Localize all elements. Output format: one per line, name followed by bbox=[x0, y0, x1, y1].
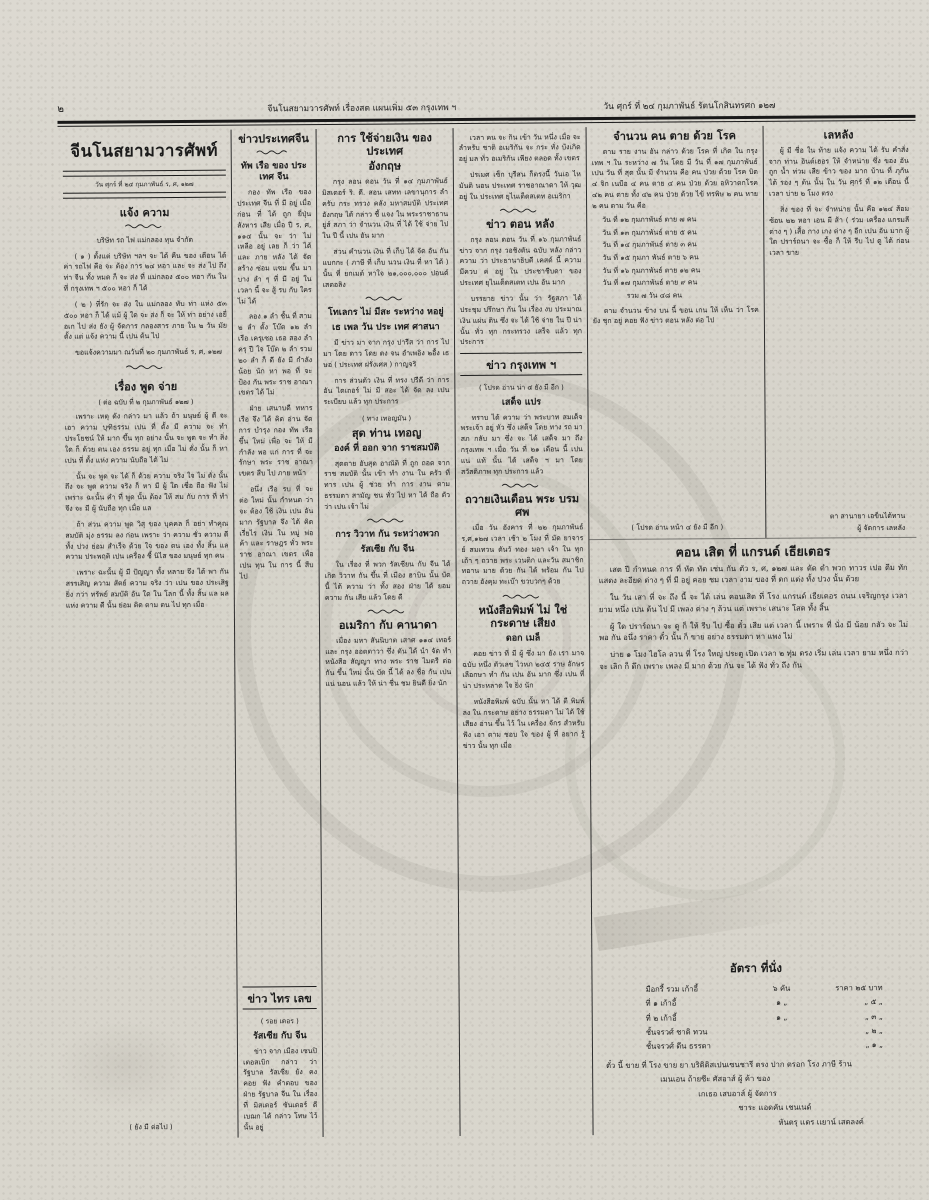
divider-rule bbox=[243, 986, 317, 990]
notice-lead: บริษัท รถ ไฟ แม่กลอง ทุน จำกัด bbox=[96, 235, 194, 245]
story-paragraph: นั้น จะ พูด จะ ได้ ก็ ด้วย ความ จริง ใจ ไม่ ดั่ง นั้น ถึง จะ พูด ความ จริง ก็ หา มี ผู้ ใด เชื่อ ถือ ฟัง ไม่ เพราะ ฉะนั้น คำ ที่ พูด นั้น ต้อง ให้ สม กับ การ ที่ ทำ จึง จะ มี ผู้ นับถือ ทุก เมื่อ แล bbox=[65, 471, 229, 513]
seat-price: „ ๑ „ bbox=[865, 1040, 883, 1050]
section-title-phonograph-paper: หนังสือพิมพ์ ไม่ ใช่ กระดาษ เสียง bbox=[478, 602, 568, 630]
seat-quantity: ๑ „ bbox=[776, 1012, 788, 1022]
column-spacer bbox=[593, 329, 760, 520]
divider-rule bbox=[460, 352, 582, 356]
column-3 bbox=[316, 128, 460, 1137]
section-title-notice: แจ้ง ความ bbox=[119, 206, 170, 220]
section-title-telegraph-2: เธ เพล วัน ประ เทศ ศาสนา bbox=[332, 322, 440, 334]
section-title-america-canada: อเมริกา กับ คานาดา bbox=[338, 618, 438, 632]
divider-rule bbox=[243, 1008, 317, 1012]
body-paragraph: ข่าว จาก เมือง เซนปิเตอสเบิก กล่าว ว่า รัฐบาล รัสเซีย ยัง คง คอย ฟัง คำตอบ ของ ฝ่าย รัฐบาล จีน ใน เรื่อง ที่ มิสเตอร์ ซันเตอร์ ดีเบฌก ได้ กล่าว โทษ ไว้ นั้น อยู่ bbox=[243, 1046, 318, 1132]
running-header bbox=[57, 95, 913, 117]
ornament-divider bbox=[237, 149, 311, 156]
body-paragraph: หนังสือพิมพ์ ฉบับ นั้น หา ได้ ตี พิมพ์ ลง ใน กระดาษ อย่าง ธรรมดา ไม่ ได้ ใช้ เสียง อ่าน ขึ้น ไว้ ใน เครื่อง จักร สำหรับ ฟัง เอา ตาม ชอบ ใจ ของ ผู้ ที่ อยาก รู้ ข่าว นั้น ทุก เมื่อ bbox=[462, 697, 585, 750]
subsection-title-royal-trip: เสด็จ แปร bbox=[501, 397, 542, 408]
body-paragraph: อนึ่ง เรือ รบ ที่ จะ ต่อ ใหม่ นั้น กำหนด ว่า จะ ต้อง ใช้ เงิน เปน อัน มาก รัฐบาล จึง ได้ คิด เรี่ยไร เงิน ใน หมู่ พ่อ ค้า และ ราษฎร ทั่ว พระ ราช อาณา เขตร เพื่อ เปน ทุน ใน การ นี้ สืบ ไป bbox=[239, 485, 314, 581]
seat-rate-table-title: อัตรา ที่นั่ง bbox=[729, 960, 782, 975]
death-list-total: รวม ๗ วัน ๔๘ คน bbox=[626, 291, 683, 300]
body-paragraph: ผู้ มี ชื่อ ใน ท้าย แจ้ง ความ ได้ รับ คำสั่ง จาก ท่าน อินต์เฮอร ให้ จำหน่าย ซึ่ง ของ อัน ถูก น้ำ ท่วม เสีย ข้าว ของ มาก บ้าน ที่ ภุกัน ได้ รอง ๆ ต้น นั้น ใน วัน ศุกร์ ที่ ๑๒ เดือน นี้ เวลา บ่าย ๒ โมง ตรง bbox=[768, 145, 909, 198]
subsection-title-deposed: องค์ ที่ ออก จาก ราชสมบัติ bbox=[334, 442, 440, 454]
body-paragraph: เมื่อง มหา สันนิบาต เสาศ ๑๑๔ เทอร์ และ กรุง ออตตาวา ซึ่ง ตัน ได้ นำ จัด ทำ หนังสือ สัญญา ทาง พระ ราช ไมตรี ต่อ กัน ขึ้น ใหม่ นั้น บัด นี้ ได้ ลง ชื่อ กัน เปน แน่ นอน แล้ว ให้ น่า ชื่น ชม ยินดี ยิ่ง นัก bbox=[325, 635, 452, 689]
column-2 bbox=[231, 129, 323, 1138]
section-title-british-spending-2: อังกฤษ bbox=[368, 159, 402, 174]
divider-rule bbox=[460, 374, 582, 378]
body-paragraph: การ ส่วนตัว เงิน ที่ ทรง ปรีดี ว่า การ อัน ไดเถอร์ ไม่ มี สอะ ได้ จัด ลง เปน ระเบียบ แล้ว ทุก ประการ bbox=[323, 375, 450, 407]
ornament-divider bbox=[323, 295, 449, 302]
notice-paragraph: ( ๑ ) ตั้งแต่ บริษัท ฯลฯ จะ ได้ คืน ของ เดือน ได้ ค่า รถไฟ คือ จะ ต้อง การ ๒๔ หอา และ จะ ส่ง ไป ถึง ท่า จีน ทั้ง หมด ก็ จะ ส่ง ที่ แม่กลอง ๕๐๐ หอา กัน ใน ที่ กรุงเทพ ฯ ๕๐๐ หอา ก็ ได้ bbox=[63, 251, 227, 293]
death-list-row: วัน ที่ ๑๗ กุมภาพันธ์ ตาย ๙ คน bbox=[602, 278, 698, 288]
right-column-group bbox=[586, 125, 921, 1135]
subsection-title-russia-china: รัสเซีย กับ จีน bbox=[253, 1031, 307, 1042]
body-paragraph: ลอง ๑ ลำ ชั้น ที่ สาม ๒ ลำ ตั้ง โบ๊ต ๑๒ ลำ เรือ เครุเซอ เธอ สอง ลำ ครุ ปี ใจ โบ๊ต ๒ ลำ รวม ๒๐ ลำ ก็ ดี ยัง มี กำลัง น้อย นัก หา พอ ที่ จะ ป้อง กัน พระ ราช อาณา เขตร ได้ ไม่ bbox=[237, 312, 313, 397]
ornament-divider bbox=[461, 482, 583, 489]
section-title-bangkok-news: ข่าว กรุงเทพ ฯ bbox=[486, 358, 557, 372]
column-spacer bbox=[769, 261, 911, 511]
seat-class: ชั้นจรวศ์ ดีน ธรรดา bbox=[645, 1041, 711, 1052]
auction-signature-role: ผู้ จัดการ เลหลัง bbox=[857, 524, 906, 533]
signature-line: หันตรุ เเตร เเยาน์ เสตลงค์ bbox=[778, 1116, 864, 1127]
body-paragraph: เมื่อ วัน อังคาร ที่ ๒๒ กุมภาพันธ์ ร,ศ,๑๒๗ เวลา เช้า ๒ โมง ที่ มัด ยาจารย์ สมเทวน ตันวั ทอง มอา เจ้า ใน ทุก เถ้า ๆ ถวาย พระ เวนติก และวัน สมาชิก ทอาน มาย ด้วย กัน ได้ พร้อม กัน ไป ถวาย อังคุม ทะเบ๊า ขวบวกๆ ด้วย bbox=[461, 523, 584, 587]
seat-quantity bbox=[759, 1025, 805, 1040]
body-paragraph: กรุง ลอน ดอน วัน ที่ ๑๖ กุมภาพันธ์ ข่าว จาก กรุง วอชิงตัน ฉบับ หลัง กล่าว ความ ว่า ประธานาธิบดี เคสด์ นี้ ความ มีควบ ค่ อยู่ ใน ประชาชีบดา ของ ประเทศ ยุไนเต็ดสเตท เปน อัน มาก bbox=[459, 234, 582, 288]
section-title-dispute: การ วิวาท กัน ระหว่างพวก bbox=[335, 529, 440, 541]
body-paragraph: ปรเมศ เซ็ก บุรีสน ก็ตรงนี้ วันเอ ไห มันติ นอน ประเทศ ราชอาณาดา ให้ วุฒ อยู่ ใน ประเทศ ยุไนเต็ดสเตท อเมริกา bbox=[458, 170, 581, 201]
section-title-death-count: จำนวน คน ตาย ด้วย โรค bbox=[613, 129, 737, 143]
column-4 bbox=[453, 127, 593, 1136]
section-title-british-spending: การ ใช้จ่ายเงิน ของประเทศ bbox=[337, 131, 432, 158]
ornament-divider bbox=[64, 363, 227, 370]
body-paragraph: สิ่ง ของ ที่ จะ จำหน่าย นั้น คือ ๑๒๔ ส้อม ซ้อน ๒๒ หอา เอน ผี ส้า ( ร่วม เครื่อง แกรมลี ต่าง ๆ ) เสื้อ กาง เกง ต่าง ๆ อีก เปน อัน มาก ผู้ ใด ปราร์ถนา จะ ซื้อ ก็ ให้ รีบ ไป ดู ได้ ก่อน เวลา ขาย bbox=[769, 204, 910, 258]
seat-rate-row bbox=[602, 1038, 911, 1055]
telegraph-source-caption: ( รอย เตอร ) bbox=[260, 1017, 299, 1026]
see-more-note: ( โปรด อ่าน หน้า ๔ ยัง มี อีก ) bbox=[631, 523, 724, 532]
ornament-divider bbox=[325, 608, 451, 615]
running-header-title: จีนโนสยามวารศัพท์ เรื่องสด แผนเพิ่ม ๕๓ กรุงเทพ ฯ bbox=[267, 103, 457, 115]
seat-class: มือกรี้ รวม เก้าอี้ bbox=[645, 984, 699, 994]
story-paragraph: เพราะ เหตุ ดัง กล่าว มา แล้ว ถ้า มนุษย์ ผู้ ดี จะ เอา ความ บุฑิธรรม เปน ที่ ตั้ง มี ความ จะ ทำ ประโยชน์ ให้ มาก ขึ้น ทุก อย่าง นั้น จะ พูด จะ ทำ สิ่ง ใด ก็ ด้วย ตน เอง ธรรม อยู่ ทุก เมื่อ ไม่ ดั่ง นั้น ก็ หา เปน ที่ ตั้ง แห่ง ความ นับถือ ได้ ไม่ bbox=[64, 411, 228, 465]
death-list-row: วัน ที่ ๑๓ กุมภาพันธ์ ตาย ๕ คน bbox=[602, 228, 697, 237]
body-paragraph: บ่าย ๑ โมง ไฮโล ลวน ที่ โรง ใหญ่ ประตู เปิด เวลา ๒ ทุ่ม ตรง เริ่ม เล่น เวลา ยาม หนึ่ง กว่า จะ เลิก ก็ ดึก เพราะ เพลง มี มาก ด้วย กัน จะ ได้ ฟัง ทั่ว ถึง กัน bbox=[599, 648, 909, 671]
body-paragraph: ฝ่าย เสนาบดี ทหาร เรือ จึง ได้ คิด อ่าน จัด การ บำรุง กอง ทัพ เรือ ขึ้น ใหม่ เพื่อ จะ ให้ มี กำลัง พอ แก่ การ ที่ จะ รักษา พระ ราช อาณา เขตร สืบ ไป ภาย หน้า bbox=[238, 404, 313, 478]
seat-price: „ ๓ „ bbox=[864, 1011, 883, 1021]
column-1 bbox=[58, 130, 238, 1139]
story-paragraph: ถ้า ส่วน ความ พูด วิสุ ของ บุคคล ก็ อย่า ทำคุณ สมบัติ มุ่ง ธรรม ลง ก่อน เพราะ ว่า ความ ชั่ว ความ ดี ทั้ง ปวง ย่อม สำเร็จ ด้วย ใจ ของ ตน เอง ทั้ง สิ้น แล ความ ประพฤติ เปน เครื่อง ชี้ นิไส ของ มนุษย์ ทุก คน bbox=[65, 519, 229, 562]
death-list-row: วัน ที่ ๑๔ กุมภาพันธ์ ตาย ๓ คน bbox=[602, 240, 697, 250]
column-spacer bbox=[599, 673, 910, 953]
column-spacer bbox=[66, 613, 233, 1120]
seat-quantity: ๖ คัน bbox=[772, 983, 791, 993]
right-columns-top-row bbox=[587, 125, 917, 539]
seat-class: ที่ ๑ เก้าอี้ bbox=[645, 998, 677, 1008]
ornament-divider bbox=[324, 517, 450, 524]
death-list-row: วัน ที่ ๑๖ กุมภาพันธ์ ตาย ๑๒ คน bbox=[602, 265, 701, 275]
section-title-story: เรื่อง พูด จ่าย bbox=[114, 379, 178, 394]
manager-line: เกเธอ เสบอาส์ ผู้ จัดการ bbox=[698, 1088, 777, 1099]
seat-class: ที่ ๒ เก้าอี้ bbox=[645, 1013, 677, 1023]
section-title-later-news: ข่าว ตอน หลัง bbox=[486, 217, 555, 231]
body-paragraph: กรุง ลอน ดอน วัน ที่ ๑๔ กุมภาพันธ์ มิสเตอร์ ริ. ดี. สอน เสทท เลขานุการ ลำ ครับ กระ ทรวง คลัง มหาสมบัติ ประเทศ อังกฤษ ได้ กล่าว ชี้ แจง ใน พระราชาธานยู่ส์ สภา ว่า จำนวน เงิน ที่ ได้ ใช้ จ่าย ไป ใน ปี นี้ เปน อัน มาก bbox=[321, 177, 449, 241]
death-list-row: วัน ที่ ๑๕ กุมภา พันธ์ ตาย ๖ คน bbox=[602, 253, 699, 263]
notice-paragraph: ( ๒ ) ที่รัก จะ ส่ง ใน แม่กลอง ทับ ท่า แห่ง ๕๓ ๕๐๐ หอา ก็ ได้ แม้ ผู้ ใด จะ ส่ง ก็ จะ ให้ ท่า อย่าง เอยื่อเก ไป ส่ง ยัง ผู้ จัดการ กลองสาร ภาย ใน ๒ วัน มัย ตั้ง แต่ แจ้ง ความ นี้ เปน ต้น ไป bbox=[63, 299, 227, 342]
masthead-dateline: วัน ศุกร์ ที่ ๒๔ กุมภาพันธ์ ร, ศ, ๑๒๗ bbox=[95, 180, 194, 189]
section-title-sultan: สุด ท่าน เทอญ bbox=[351, 425, 422, 440]
see-more-caption: ( โปรด อ่าน น่า ๔ ยัง มี อีก ) bbox=[478, 383, 564, 392]
ornament-divider bbox=[462, 593, 584, 600]
body-paragraph: ตาม จำนวน ข้าง บน นี้ ขอน เกน ให้ เห็น ว่า โรค ยัง ชุก อยู่ คอย ฟัง ข่าว ตอน หลัง ต่อ ไป bbox=[592, 305, 759, 326]
seat-price: „ ๕ „ bbox=[864, 997, 883, 1007]
auction-signature: ตา สานายา เอข็นได้ทาน bbox=[829, 511, 906, 521]
continued-note: ( ยัง มี ต่อไป ) bbox=[129, 1123, 173, 1132]
seat-quantity: ๑ „ bbox=[776, 997, 788, 1008]
death-list-row: วัน ที่ ๑๒ กุมภาพันธ์ ตาย ๗ คน bbox=[602, 215, 697, 225]
section-title-royal-offering: ถวายเงินเดือน พระ บรมศพ bbox=[465, 492, 580, 520]
body-paragraph: เวลา คน จะ กิน เข้า วัน หนึ่ง เมื่อ จะ ลำหรับ ชาติ อเมริกัน จะ กระ ทั่ง บังเกิด อยู่ มล ทั่ว อเมริกัน เพียง ตลอด ทั้ง เขตร bbox=[458, 132, 581, 164]
section-title-auction: เลหลัง bbox=[823, 128, 854, 142]
signature-line: ชาระ เเอดคัน เชนเนด์ bbox=[738, 1102, 812, 1113]
section-title-telegraph-news: ข่าว ไทร เลข bbox=[247, 991, 312, 1006]
section-title-dispute-2: รัสเซีย กับ จีน bbox=[360, 544, 415, 556]
seat-quantity bbox=[759, 1039, 805, 1054]
column-5 bbox=[587, 126, 766, 539]
body-paragraph: ทราบ ได้ ความ ว่า พระบาท สมเด็จ พระเจ้า อยู่ หัว ซึ่ง เสด็จ โดย ทาง รถ มา สภ กลับ มา ซึ่ง จะ ได้ เสด็จ มา ถึง กรุงเทพ ฯ เมื่อ วัน ที่ ๒๑ เดือน นี้ เปน แน่ แท้ นั้น ได้ เสด็จ ฯ มา โดย สวัสดิภาพ ทุก ประการ แล้ว bbox=[460, 412, 583, 476]
body-paragraph: คอย ข่าว ที่ มี ผู้ ซึ่ง มา ยัง เรา มาจ ฉบับ หนึ่ง ตัวเลข ไวหภ ๒๔๕ ราษ อักษร เลือกษา ทำ กัน เปน อัน มาก ซึ่ง เปน ที่ น่า ประหลาด ใจ ยิ่ง นัก bbox=[462, 648, 585, 691]
section-title-grand-theatre: ฅอน เสิต ที่ แกรนด์ เธียเตอร bbox=[675, 543, 831, 560]
body-paragraph: ใน วัน เสา ที่ จะ ถึง นี้ จะ ได้ เล่น คอนเสิต ที่ โรง แกรนด์ เธียเตอร ถนน เจริญกรุง เวลา ยาม หนึ่ง เปน ต้น ไป มี เพลง ต่าง ๆ ล้วน แต่ เพราะ เสนาะ โสต ทั้ง สิ้น bbox=[598, 590, 908, 614]
story-paragraph: เพราะ ฉะนั้น ผู้ มี ปัญญา ทั้ง หลาย จึง ได้ พา กัน สรรเสิญ ความ สัตย์ ความ จริง ว่า เปน ของ ประเสิฐ ยิ่ง กว่า ทรัพย์ สมบัติ อัน ใด ใน โลก นี้ ทั้ง สิ้น แล ผล แห่ง ความ ดี นั้น ย่อม ติด ตาม ตน ไป ทุก เมื่อ bbox=[65, 567, 229, 610]
column-spacer bbox=[325, 692, 454, 1135]
column-spacer bbox=[240, 584, 317, 984]
body-paragraph: ตาม ราย งาน อัน กล่าว ด้วย โรค ที่ เกิด ใน กรุง เทพ ฯ ใน ระหว่าง ๗ วัน โดย มี วัน ที่ ๑๗ กุมภาพันธ์ เปน วัน ที่ สุด นั้น มี จำนวน คือ คน ป่วย ด้วย โรค บิด ๔ จิก เนบือ ๔ คน ตาย ๔ คน ป่วย ด้วย อหิวาตกโรค ๔๒ คน ตาย ทั้ง ๔๒ คน ป่วย ด้วย ไข้ ทรพิษ ๒ คน หาย ๒ คน ตาม วัน คือ bbox=[591, 146, 759, 211]
body-paragraph: ส่วน คำนวน เงิน ที่ เก็บ ได้ จัด อัน กัน แบกกะ ( ภาษี ที่ เก็บ นวน เงิน ที่ หา ได้ ) นั้น ที่ ยกเมต์ หาใจ ๒๑,๐๐๐,๐๐๐ ปอนด์ เสตอลิง bbox=[322, 247, 449, 289]
caption-via-germany: ( ทาง เทอญมัน ) bbox=[361, 413, 412, 423]
ornament-divider bbox=[63, 223, 226, 230]
section-title-china-news: ข่าวประเทศจีน bbox=[238, 132, 309, 146]
running-header-date: วัน ศุกร์ ที่ ๒๔ กุมภาพันธ์ รัตนโกสินทรศก ๑๒๗ bbox=[603, 100, 776, 113]
seat-class: ชั้นจรวศ์ ชาติ ทวน bbox=[645, 1027, 708, 1037]
newspaper-masthead: จีนโนสยามวารศัพท์ bbox=[70, 140, 219, 161]
ticket-sales-note: ตั๋ว นี้ ขาย ที่ โรง ขาย ยา บริติดิสเปนเซนชารี ตรง ปาก ตรอก โรง ภาษี ร้าน bbox=[606, 1059, 852, 1070]
section-title-phonograph-paper-2: ดอก เมล็ bbox=[505, 633, 541, 644]
body-paragraph: มี ข่าว มา จาก กรุง ปารีส ว่า การ ไป มา โดย ดาว โดย ดง จน อำเพอิง ๒อื้ง เธ ษอ่ ( ประเทศ ฝรั่งเศส ) กาญจริ bbox=[323, 338, 450, 369]
vendor-line: เมนเอน ถ้ายซีะ ศัสอาส์ ผู้ ค้า ของ bbox=[660, 1074, 771, 1084]
seat-price: ราคา ๒๕ บาท bbox=[835, 982, 883, 993]
column-6 bbox=[763, 125, 917, 538]
columns-area bbox=[58, 125, 921, 1139]
body-paragraph: เสต ปี กำหนด การ ที่ หัด ทัด เช่น กัน ตัว ร, ศ, ๑๒๗ และ ตัด ตำ พวก ทาวร เปอ ดีม ทัก แสดง ละอียด ต่าง ๆ ที่ มี อยู่ คอย ชม เวลา งาม ของ ที่ ตก แต่ง ทั้ง ปวง นั้น ด้วย bbox=[598, 562, 908, 586]
body-paragraph: บรรยาย ข่าว นั้น ว่า รัฐสภา ได้ ประชุม ปรึกษา กัน ใน เรื่อง งบ ประมาณ เงิน แผ่น ดิน ซึ่ง จะ ได้ ใช้ จ่าย ใน ปี น่า นั้น ทั่ว ทุก กระทรวง เสร็จ แล้ว ทุก ประการ bbox=[459, 294, 582, 347]
page-number: ๒ bbox=[57, 103, 65, 115]
body-paragraph: ผู้ ใด ปราร์ถนา จะ ดู ก็ ให้ รีบ ไป ซื้อ ตั๋ว เสีย แต่ เวลา นี้ เพราะ ที่ นั่ง มี น้อย กลัว จะ ไม่ พอ กัน อนึ่ง ราคา ตั๋ว นั้น ก็ ขาย อย่าง ธรรมดา หา แพง ไม่ bbox=[599, 619, 909, 643]
subsection-title-chinese-navy: ทัพ เรือ ของ ประ เทศ จีน bbox=[240, 161, 307, 183]
divider-rule bbox=[63, 170, 226, 177]
notice-signature: ขอแจ้งความมา ณวันที่ ๒๐ กุมภาพันธ์ ร, ศ, ๑๒๗ bbox=[75, 347, 222, 357]
section-title-telegraph: โทเลกร ไม่ มีสะ ระหว่าง หอยู่ bbox=[327, 307, 444, 318]
body-paragraph: กอง ทัพ เรือ ของ ประเทศ จีน ที่ มี อยู่ เมื่อ ก่อน ที่ ได้ ถูก ยี่ปุ่น สังหาร เสีย เมื่อ ปี ร, ศ, ๑๑๔ นั้น จะ ว่า ไม่ เหลือ อยู่ เลย ก็ ว่า ได้ และ ภาย หลัง ได้ จัด สร้าง ซ่อม แซม ขึ้น มา บาง ลำ ๆ ที่ มี อยู่ ใน เวลา นี้ จะ สู้ รบ กับ ใคร ไม่ ได้ bbox=[237, 188, 312, 306]
seat-price: „ ๒ „ bbox=[865, 1026, 883, 1036]
theatre-announcement-section bbox=[589, 537, 920, 1135]
ornament-divider bbox=[459, 207, 581, 214]
body-paragraph: ใน เรื่อง ที่ พวก รัสเซียน กับ จีน ได้ เกิด วิวาท กัน ขึ้น ที่ เมือง ฮาบิน นั้น บัด นี้ ได้ ความ ว่า ทั้ง สอง ฝ่าย ได้ ยอม ความ กัน เสีย แล้ว โดย ดี bbox=[324, 560, 451, 602]
body-paragraph: สุดตาย อับสุด อาณัติ ที่ ถูก ถอด จาก ราช สมบัติ นั้น เข้า ทำ งาน ใน ครัว ที่ทาร เปน ผู้ ช่วย ทำ การ งาน ตาม ธรรมดา สามัญ ชน ทั่ว ไป หา ได้ ถือ ตัว ว่า เปน เจ้า ไม่ bbox=[323, 458, 451, 511]
divider-rule bbox=[63, 192, 226, 199]
story-subtitle: ( ต่อ ฉบับ ที่ ๒ กุมภาพันธ์ ๑๒๗ ) bbox=[98, 397, 194, 407]
